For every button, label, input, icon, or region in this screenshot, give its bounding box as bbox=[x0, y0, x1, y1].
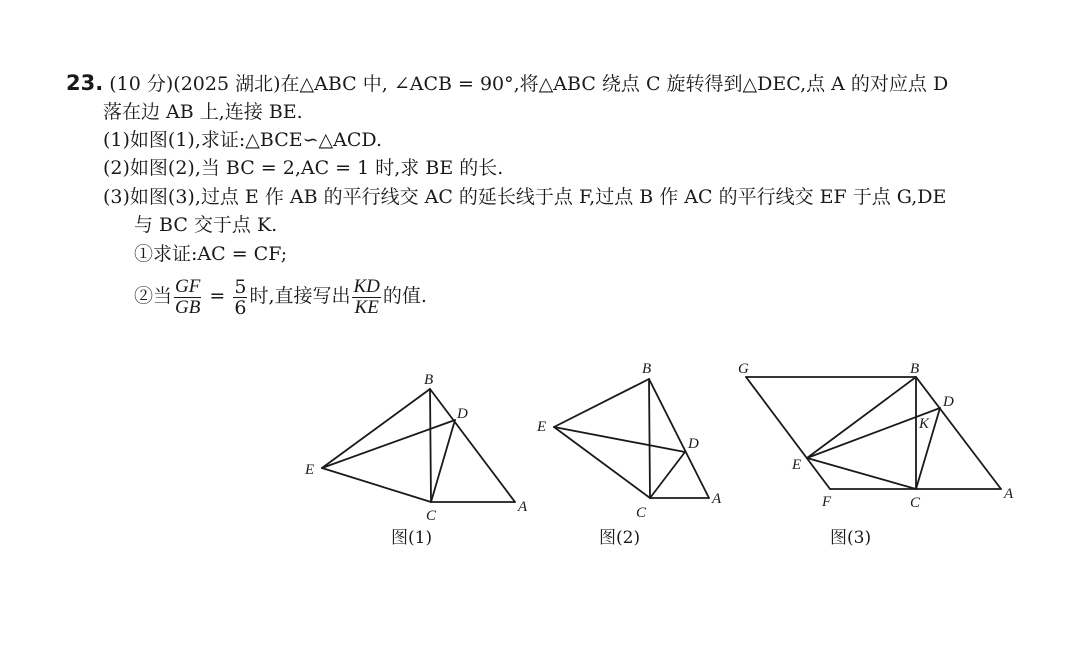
part-2: (2)如图(2),当 BC = 2,AC = 1 时,求 BE 的长. bbox=[103, 157, 504, 179]
part-3-line-1: (3)如图(3),过点 E 作 AB 的平行线交 AC 的延长线于点 F,过点 B 作 AC 的平行线交 EF 于点 G,DE bbox=[103, 186, 947, 208]
label-C: C bbox=[910, 495, 921, 511]
fraction-numerator: 5 bbox=[234, 275, 247, 298]
sub2-prefix: ②当 bbox=[134, 285, 173, 307]
problem-score: (10 分) bbox=[109, 73, 174, 95]
label-B: B bbox=[424, 372, 434, 388]
sub2-suffix: 的值. bbox=[382, 285, 427, 307]
label-A: A bbox=[518, 499, 528, 515]
figure-3-caption: 图(3) bbox=[830, 528, 872, 548]
figure-2-caption: 图(2) bbox=[599, 528, 641, 548]
sub2-middle: 时,直接写出 bbox=[249, 285, 351, 307]
problem-stem-text-1: 在△ABC 中, ∠ACB = 90°,将△ABC 绕点 C 旋转得到△DEC,点 A 的对应点 D bbox=[280, 73, 949, 95]
label-D: D bbox=[943, 394, 954, 410]
label-E: E bbox=[537, 419, 547, 435]
label-F: F bbox=[822, 494, 832, 510]
label-G: G bbox=[738, 361, 749, 377]
part-3-line-2: 与 BC 交于点 K. bbox=[134, 214, 278, 236]
label-C: C bbox=[426, 508, 437, 524]
label-K: K bbox=[919, 416, 930, 432]
label-E: E bbox=[792, 457, 802, 473]
label-E: E bbox=[305, 462, 315, 478]
label-A: A bbox=[1004, 486, 1014, 502]
fraction-numerator: GF bbox=[175, 275, 201, 297]
problem-number: 23. bbox=[66, 71, 104, 95]
problem-source: (2025 湖北) bbox=[173, 73, 281, 95]
label-B: B bbox=[642, 361, 652, 377]
figure-2 bbox=[536, 361, 722, 548]
figure-1-caption: 图(1) bbox=[391, 528, 433, 548]
fraction-denominator: GB bbox=[175, 296, 201, 318]
label-C: C bbox=[636, 505, 647, 521]
fraction-numerator: KD bbox=[353, 275, 380, 297]
figure-1 bbox=[304, 372, 528, 548]
fraction-denominator: 6 bbox=[234, 296, 247, 319]
label-D: D bbox=[457, 406, 468, 422]
label-D: D bbox=[688, 436, 699, 452]
fraction-denominator: KE bbox=[354, 296, 379, 318]
equals-sign: = bbox=[203, 285, 232, 307]
problem-stem-line-2: 落在边 AB 上,连接 BE. bbox=[103, 101, 303, 123]
label-A: A bbox=[712, 491, 722, 507]
label-B: B bbox=[910, 361, 920, 377]
part-1: (1)如图(1),求证:△BCE∽△ACD. bbox=[103, 129, 382, 151]
part-3-sub-1: ①求证:AC = CF; bbox=[134, 243, 288, 265]
figure-3 bbox=[738, 361, 1014, 548]
